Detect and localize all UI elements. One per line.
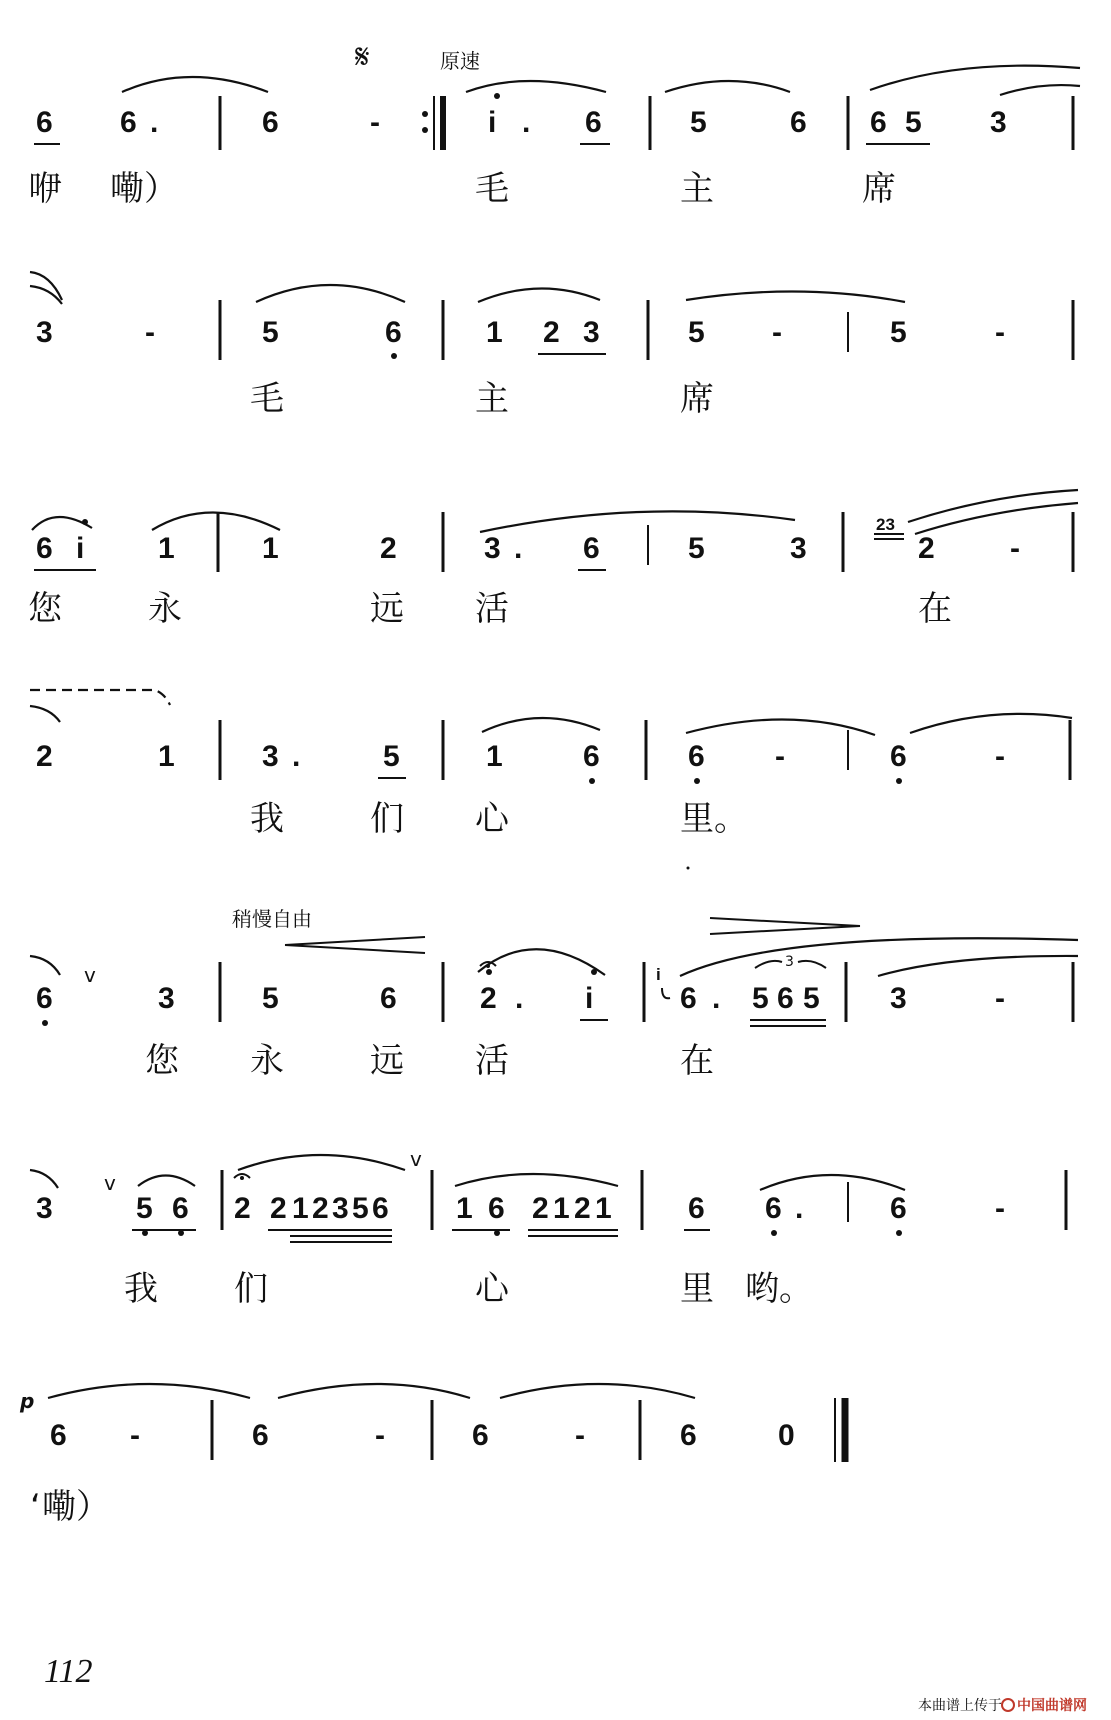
note: 2 <box>574 1192 591 1225</box>
note: 6 <box>585 106 602 139</box>
lyric: 在 <box>918 589 952 629</box>
lyric: 我 <box>124 1269 158 1309</box>
note: 2 <box>918 532 935 565</box>
note: 3 <box>484 532 501 565</box>
note: - <box>1010 532 1020 565</box>
note: 1 <box>486 316 503 349</box>
note: 6 <box>777 982 794 1015</box>
lyric: 心 <box>475 1269 509 1309</box>
footer-credit <box>918 1697 1087 1714</box>
note: . <box>712 982 721 1015</box>
breath-mark: v <box>410 1147 422 1171</box>
note: 2 <box>543 316 560 349</box>
grace-notes: 23 <box>876 515 895 534</box>
score-row-6 <box>30 1147 1066 1309</box>
note: 5 <box>890 316 907 349</box>
lyric: 们 <box>234 1269 268 1309</box>
note: 2 <box>234 1192 251 1225</box>
note: 6 <box>472 1419 489 1452</box>
note: 6 <box>262 106 279 139</box>
note: 1 <box>158 532 175 565</box>
note: . <box>514 532 523 565</box>
note: 6 <box>680 1419 697 1452</box>
note: - <box>375 1419 385 1452</box>
note: 6 <box>890 740 907 773</box>
lyric: 毛 <box>475 169 509 209</box>
lyric: 活 <box>475 1041 509 1081</box>
note: 6 <box>583 740 600 773</box>
note: 5 <box>905 106 922 139</box>
note: i <box>585 982 594 1015</box>
note: - <box>775 740 785 773</box>
note: 5 <box>136 1192 153 1225</box>
note: 6 <box>120 106 137 139</box>
note: - <box>370 106 380 139</box>
note: 3 <box>890 982 907 1015</box>
lyric: 哟。 <box>745 1269 813 1309</box>
note: 5 <box>690 106 707 139</box>
note: 2 <box>36 740 53 773</box>
note: 3 <box>332 1192 349 1225</box>
score-row-3 <box>28 490 1078 629</box>
note: 2 <box>532 1192 549 1225</box>
note: 6 <box>790 106 807 139</box>
footer-site-name: 中国曲谱网 <box>1017 1698 1087 1714</box>
note: 5 <box>383 740 400 773</box>
score-row-5 <box>30 907 1078 1081</box>
note: 1 <box>158 740 175 773</box>
lyric: 席 <box>862 169 896 209</box>
note: - <box>772 316 782 349</box>
footer-upload-text: 本曲谱上传于 <box>918 1698 1002 1714</box>
lyric: 毛 <box>250 379 284 419</box>
score-row-2 <box>30 272 1073 419</box>
note: 6 <box>680 982 697 1015</box>
note: 6 <box>252 1419 269 1452</box>
note: 2 <box>312 1192 329 1225</box>
note: i <box>76 532 85 565</box>
page-number: 112 <box>44 1653 93 1690</box>
note: 1 <box>595 1192 612 1225</box>
note: - <box>130 1419 140 1452</box>
note: 6 <box>36 106 53 139</box>
note: 1 <box>262 532 279 565</box>
note: 6 <box>50 1419 67 1452</box>
note: 6 <box>36 532 53 565</box>
note: 3 <box>990 106 1007 139</box>
note: 6 <box>488 1192 505 1225</box>
note: - <box>995 1192 1005 1225</box>
note: 5 <box>352 1192 369 1225</box>
lyric: 主 <box>475 379 509 419</box>
lyric: 里 <box>680 1269 714 1309</box>
lyric: 您 <box>28 589 62 629</box>
note: 3 <box>790 532 807 565</box>
note: 6 <box>765 1192 782 1225</box>
note: i <box>488 106 497 139</box>
note: . <box>150 106 159 139</box>
note: 1 <box>292 1192 309 1225</box>
note: - <box>995 316 1005 349</box>
note: 3 <box>36 316 53 349</box>
lyric: 嘞） <box>110 169 178 209</box>
score-row-7 <box>19 1384 845 1527</box>
dynamic-marking: p <box>20 1389 35 1413</box>
note: - <box>995 982 1005 1015</box>
note: . <box>795 1192 804 1225</box>
note: 5 <box>688 532 705 565</box>
note: 6 <box>870 106 887 139</box>
lyric: 永 <box>250 1041 284 1081</box>
lyric: 席 <box>680 379 714 419</box>
triplet-mark: 3 <box>785 954 794 970</box>
lyric: 您 <box>145 1041 179 1081</box>
lyric: 我 <box>250 799 284 839</box>
grace-note: i <box>656 965 661 984</box>
note: 6 <box>890 1192 907 1225</box>
tempo-slower-free: 稍慢自由 <box>232 907 312 931</box>
note: 6 <box>36 982 53 1015</box>
note: 6 <box>688 740 705 773</box>
note: 3 <box>262 740 279 773</box>
site-logo-icon <box>1002 1699 1014 1711</box>
note: 3 <box>36 1192 53 1225</box>
lyric: 们 <box>370 799 404 839</box>
lyric: 咿 <box>28 169 62 209</box>
note: 6 <box>385 316 402 349</box>
note: 2 <box>380 532 397 565</box>
note: . <box>292 740 301 773</box>
breath-mark: v <box>104 1171 116 1195</box>
note: 1 <box>486 740 503 773</box>
note: 3 <box>158 982 175 1015</box>
breath-mark: v <box>84 963 96 987</box>
note: 5 <box>688 316 705 349</box>
note: 5 <box>803 982 820 1015</box>
note: 6 <box>688 1192 705 1225</box>
note: - <box>145 316 155 349</box>
note: . <box>522 106 531 139</box>
note: 2 <box>480 982 497 1015</box>
note: 6 <box>372 1192 389 1225</box>
score-row-4 <box>30 690 1072 870</box>
segno-sign: 𝄋 <box>355 37 370 77</box>
lyric: ‘ <box>30 1487 41 1527</box>
note: 6 <box>172 1192 189 1225</box>
note: 2 <box>270 1192 287 1225</box>
lyric: 嘞） <box>42 1487 110 1527</box>
lyric: 活 <box>475 589 509 629</box>
lyric: 远 <box>370 589 404 629</box>
note: 6 <box>380 982 397 1015</box>
lyric: 在 <box>680 1041 714 1081</box>
note: . <box>515 982 524 1015</box>
note: 5 <box>262 982 279 1015</box>
tempo-original: 原速 <box>440 49 480 73</box>
note: 1 <box>553 1192 570 1225</box>
lyric: 永 <box>148 589 182 629</box>
note: 0 <box>778 1419 795 1452</box>
note: 3 <box>583 316 600 349</box>
note: 5 <box>752 982 769 1015</box>
lyric: 远 <box>370 1041 404 1081</box>
lyric: 主 <box>680 169 714 209</box>
lyric: 里。 <box>680 799 748 839</box>
note: 5 <box>262 316 279 349</box>
note: 6 <box>583 532 600 565</box>
score-row-1 <box>28 37 1080 209</box>
note: - <box>575 1419 585 1452</box>
lyric: 心 <box>475 799 509 839</box>
note: - <box>995 740 1005 773</box>
note: 1 <box>456 1192 473 1225</box>
